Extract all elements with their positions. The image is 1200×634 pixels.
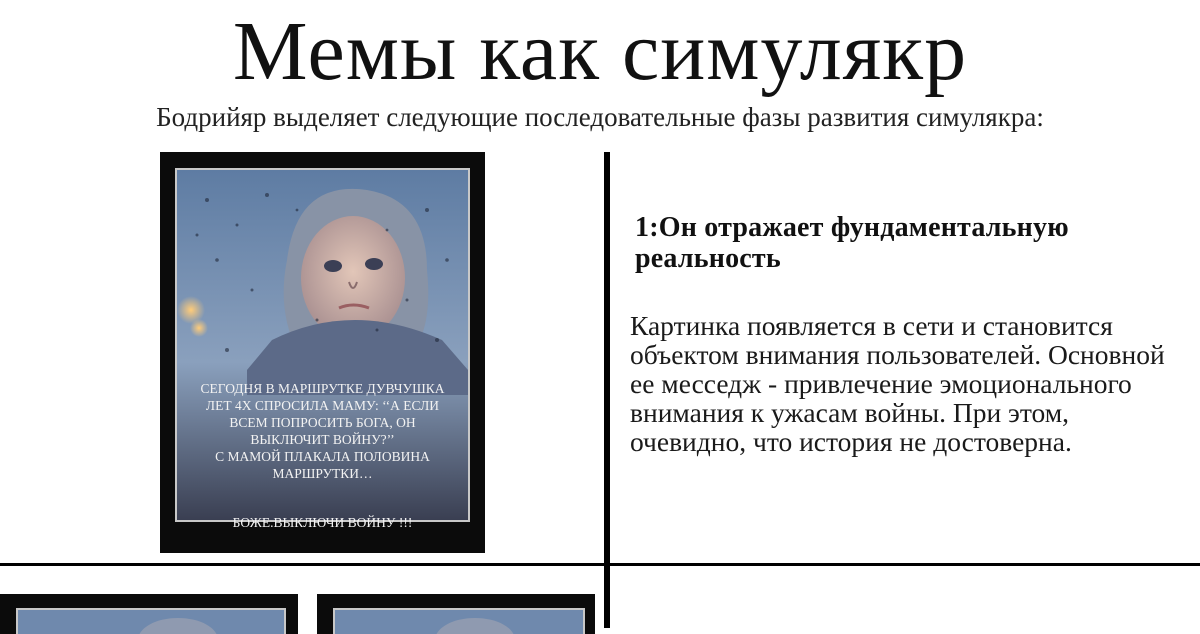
demotivator-poster-thumb-1 xyxy=(0,594,298,634)
demotivator-poster xyxy=(160,152,485,553)
poster-motto: БОЖЕ.ВЫКЛЮЧИ ВОЙНУ !!! xyxy=(232,515,413,530)
phase-title: 1:Он отражает фундаментальную реальность xyxy=(635,212,1069,274)
girl-photo-thumb-2-illustration xyxy=(335,610,583,634)
horizontal-divider xyxy=(0,563,1200,566)
page-title: Мемы как симулякр xyxy=(232,5,968,98)
girl-photo-thumb-1 xyxy=(16,608,286,634)
girl-photo-thumb-2 xyxy=(333,608,585,634)
phase-description: Картинка появляется в сети и становится объектом внимания пользователей. Основной ее месседж - привлечение эмоционального внимания к ужасам войны. При этом, очевидно, что история не достоверна. xyxy=(630,310,1165,457)
demotivator-poster-thumb-2 xyxy=(317,594,595,634)
girl-photo-thumb-1-illustration xyxy=(18,610,284,634)
poster-caption: СЕГОДНЯ В МАРШРУТКЕ ДУВЧУШКА ЛЕТ 4Х СПРОСИЛА МАМУ: ‘‘А ЕСЛИ ВСЕМ ПОПРОСИТЬ БОГА, ОН ВЫКЛЮЧИТ ВОЙНУ?’’ С МАМОЙ ПЛАКАЛА ПОЛОВИНА МАРШРУТКИ… xyxy=(200,381,445,481)
page-subtitle: Бодрийяр выделяет следующие последовательные фазы развития симулякра: xyxy=(156,102,1044,132)
vertical-divider xyxy=(604,152,610,628)
